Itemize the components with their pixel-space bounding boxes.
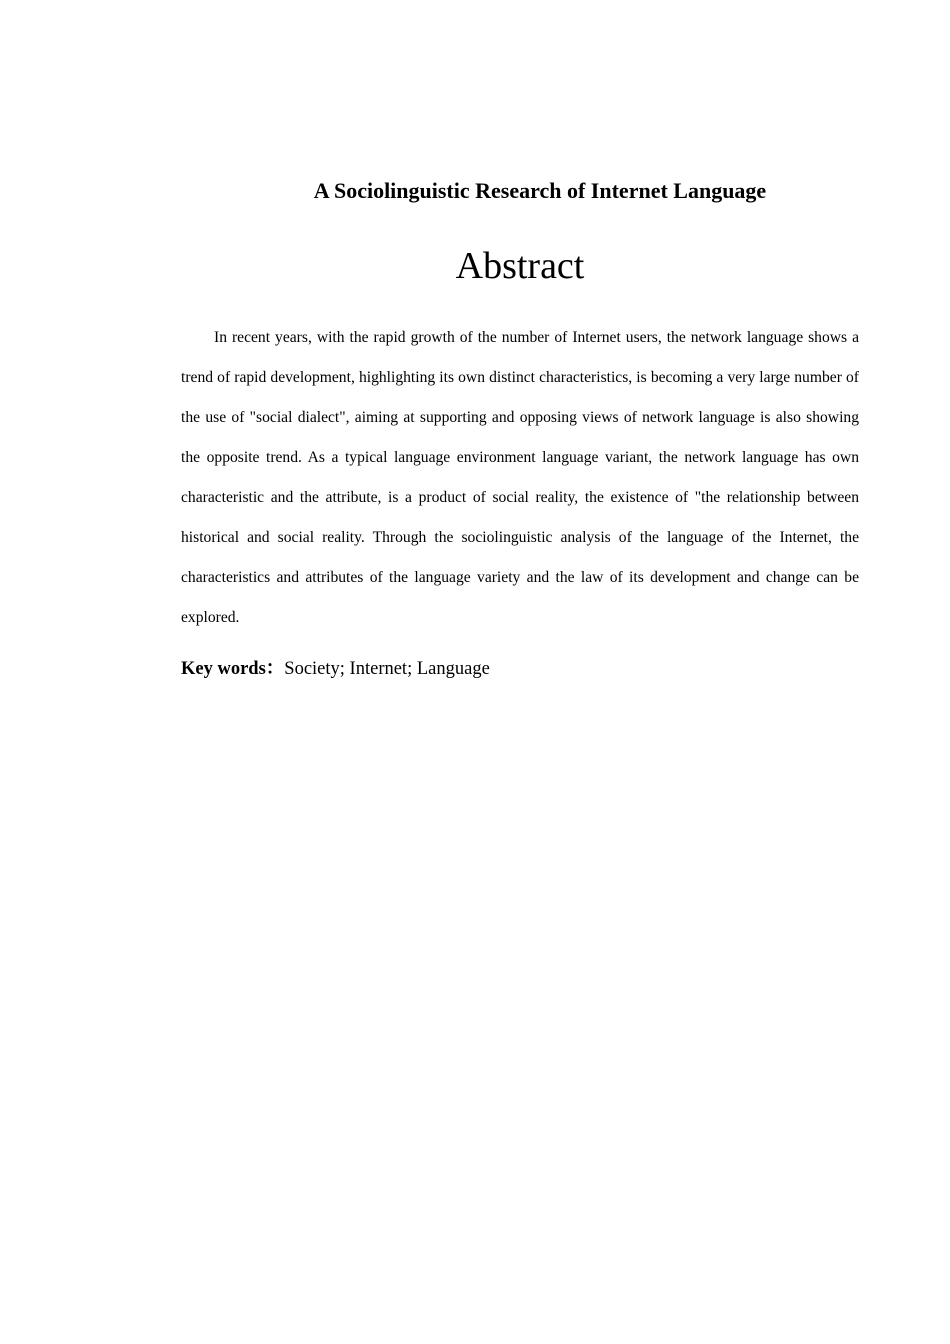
document-title: A Sociolinguistic Research of Internet Language	[313, 178, 767, 203]
keywords-label: Key words：	[181, 659, 285, 679]
keywords-line	[181, 654, 859, 684]
keywords-value: Society; Internet; Language	[284, 659, 490, 679]
abstract-heading: Abstract	[455, 245, 585, 287]
abstract-paragraph: In recent years, with the rapid growth of the number of Internet users, the network language shows a trend of rapid development, highlighting its own distinct characteristics, is becoming a very large number of the use of "social dialect", aiming at supporting and opposing views of network language is also showing the opposite trend. As a typical language environment language variant, the network language has own characteristic and the attribute, is a product of social reality, the existence of "the relationship between historical and social reality. Through the sociolinguistic analysis of the language of the Internet, the characteristics and attributes of the language variety and the law of its development and change can be explored.	[181, 329, 859, 626]
